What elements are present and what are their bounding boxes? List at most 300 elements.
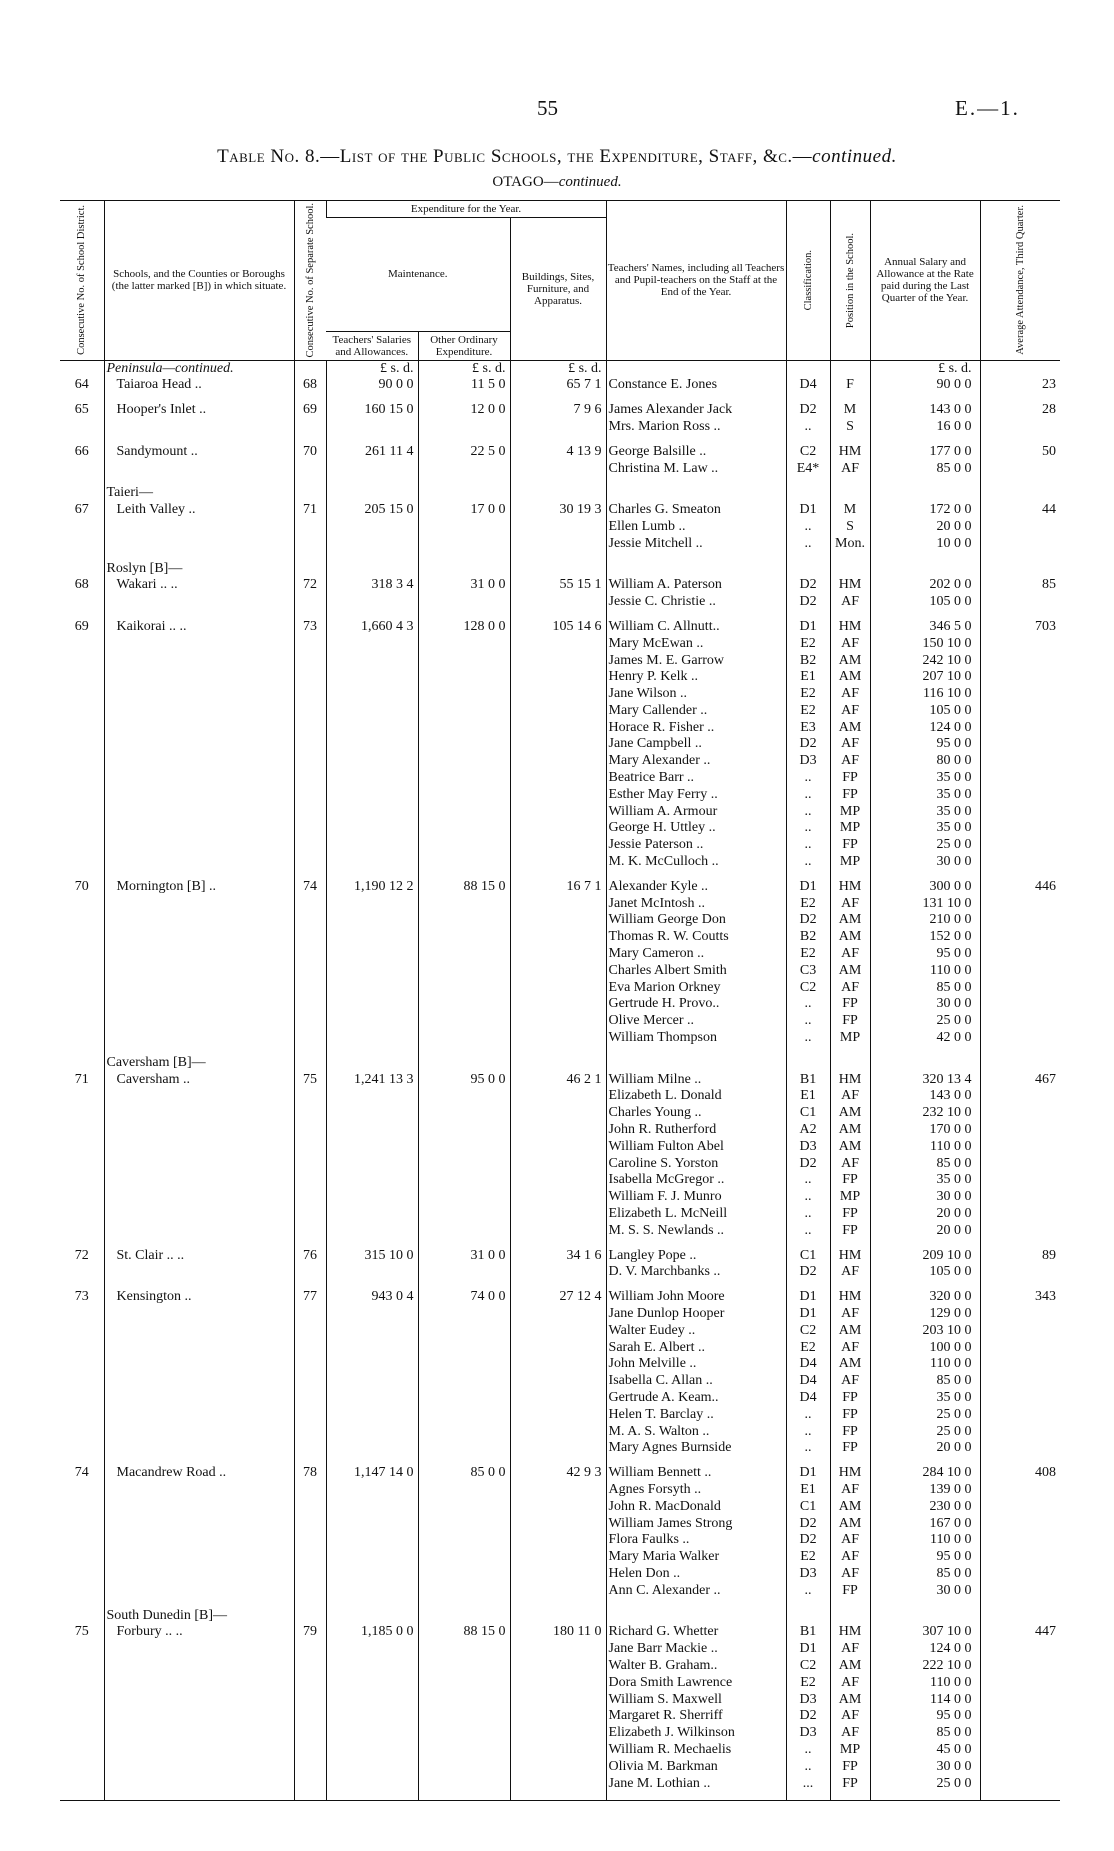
position: M <box>843 502 857 518</box>
header-buildings: Buildings, Sites, Furniture, and Apparatus. <box>510 218 606 361</box>
school-county: Taieri— <box>106 485 153 501</box>
spacer <box>513 485 602 502</box>
salary: 110 0 0 <box>930 1674 972 1690</box>
position: AF <box>841 1725 859 1741</box>
buildings-amount-cell <box>510 402 606 444</box>
header-salary: Annual Salary and Allowance at the Rate paid during the Last Quarter of the Year. <box>870 201 980 361</box>
separate-no-cell <box>294 1248 326 1290</box>
attendance-cell <box>980 1465 1060 1607</box>
separate-no-cell <box>294 879 326 1055</box>
teacher-name: D. V. Marchbanks .. <box>608 1264 721 1280</box>
classification: D1 <box>799 878 817 894</box>
salary: 10 0 0 <box>936 535 972 551</box>
salary-cell <box>870 1289 980 1465</box>
classification: D3 <box>799 1565 817 1581</box>
salary: 100 0 0 <box>929 1339 972 1355</box>
teacher-name: M. A. S. Walton .. <box>608 1423 710 1439</box>
teacher-name-cell <box>606 879 786 1055</box>
buildings-amount: 65 7 1 <box>566 377 602 393</box>
position: AF <box>841 1305 859 1321</box>
position: AF <box>841 1708 859 1724</box>
classification: .. <box>804 803 812 819</box>
header-attendance: Average Attendance, Third Quarter. <box>1014 205 1026 356</box>
separate-no-cell <box>294 1465 326 1607</box>
classification: B2 <box>799 929 817 945</box>
teacher-name: Elizabeth J. Wilkinson <box>608 1725 735 1741</box>
title-prefix: Table No. 8.— <box>217 146 340 167</box>
position: AF <box>841 753 859 769</box>
salaries-amount-cell <box>326 1608 418 1801</box>
classification: .. <box>804 535 812 551</box>
salary: 25 0 0 <box>936 1775 972 1791</box>
salaries-amount: 1,147 14 0 <box>354 1465 414 1481</box>
spacer <box>789 485 828 502</box>
attendance: 23 <box>1042 377 1057 393</box>
spacer <box>789 561 828 578</box>
attendance-cell <box>980 879 1060 1055</box>
classification: .. <box>804 786 812 802</box>
position: MP <box>839 1741 861 1757</box>
other-expenditure: 22 5 0 <box>470 443 506 459</box>
classification: E2 <box>800 946 816 962</box>
other-expenditure: 85 0 0 <box>470 1465 506 1481</box>
classification: D2 <box>799 402 817 418</box>
teacher-name: John R. MacDonald <box>608 1498 721 1514</box>
district-no: 69 <box>74 618 89 634</box>
position: AF <box>841 1565 859 1581</box>
salary: 150 10 0 <box>922 635 972 651</box>
classification: E1 <box>800 669 816 685</box>
position: FP <box>842 1389 858 1405</box>
teacher-name: Isabella McGregor .. <box>608 1172 725 1188</box>
salaries-amount: 318 3 4 <box>371 577 414 593</box>
teacher-name: William S. Maxwell <box>608 1691 722 1707</box>
teacher-name: Henry P. Kelk .. <box>608 669 698 685</box>
subtitle-region: OTAGO— <box>492 174 559 190</box>
table-header <box>60 201 1060 361</box>
classification: B1 <box>799 1624 817 1640</box>
classification: D3 <box>799 753 817 769</box>
district-no: 65 <box>74 402 89 418</box>
attendance: 28 <box>1042 402 1057 418</box>
spacer <box>62 1055 102 1072</box>
district-no-cell <box>60 444 104 486</box>
classification: ... <box>802 1775 814 1791</box>
teacher-name: George Balsille .. <box>608 443 707 459</box>
school-county: South Dunedin [B]— <box>106 1607 228 1623</box>
buildings-amount-cell <box>510 619 606 879</box>
position-cell <box>830 444 870 486</box>
classification: .. <box>804 1172 812 1188</box>
position: AM <box>838 1657 862 1673</box>
classification: .. <box>804 1206 812 1221</box>
teacher-name: Eva Marion Orkney <box>608 979 721 995</box>
teacher-name: Jane Barr Mackie .. <box>608 1641 718 1657</box>
spacer <box>62 1608 102 1625</box>
salary: 209 10 0 <box>922 1247 972 1263</box>
salary: 320 0 0 <box>929 1289 972 1305</box>
salary: 20 0 0 <box>936 1440 972 1456</box>
district-no-cell <box>60 619 104 879</box>
teacher-name: Christina M. Law .. <box>608 460 719 476</box>
table-body <box>60 360 1060 1801</box>
teacher-name: William A. Armour <box>608 803 718 819</box>
separate-no-cell <box>294 402 326 444</box>
spacer <box>983 561 1057 578</box>
attendance: 343 <box>1035 1289 1057 1305</box>
buildings-amount-cell <box>510 879 606 1055</box>
salaries-amount: 160 15 0 <box>364 402 414 418</box>
salary: 210 0 0 <box>929 912 972 928</box>
salary: 139 0 0 <box>929 1481 972 1497</box>
classification: D1 <box>799 618 817 634</box>
teacher-name-cell <box>606 485 786 560</box>
teacher-name: Mary Cameron .. <box>608 946 705 962</box>
other-expenditure-cell <box>418 1289 510 1465</box>
salary: 30 0 0 <box>936 1189 972 1205</box>
page-reference: E.—1. <box>955 96 1020 120</box>
buildings-amount: 42 9 3 <box>566 1465 602 1481</box>
teacher-name: William George Don <box>608 912 726 928</box>
classification: D1 <box>799 1641 817 1657</box>
classification: C3 <box>799 962 817 978</box>
buildings-amount-cell <box>510 377 606 402</box>
classification: .. <box>804 1406 812 1422</box>
units-other: £ s. d. <box>418 360 510 377</box>
teacher-name-cell <box>606 402 786 444</box>
salaries-amount: 90 0 0 <box>378 377 414 393</box>
classification: .. <box>804 1030 812 1046</box>
salary: 172 0 0 <box>929 502 972 518</box>
salary: 35 0 0 <box>936 770 972 786</box>
spacer <box>329 561 414 578</box>
teacher-name: Constance E. Jones <box>608 377 718 393</box>
schools-table <box>60 200 1060 1801</box>
classification: B2 <box>799 652 817 668</box>
spacer <box>329 485 414 502</box>
position-cell <box>830 561 870 619</box>
position-cell <box>830 402 870 444</box>
other-expenditure: 11 5 0 <box>471 377 506 393</box>
attendance: 447 <box>1035 1624 1057 1640</box>
teacher-name: Agnes Forsyth .. <box>608 1481 702 1497</box>
teacher-name: Olivia M. Barkman <box>608 1758 718 1774</box>
salary: 232 10 0 <box>922 1105 972 1121</box>
salary: 20 0 0 <box>936 1222 972 1238</box>
salaries-amount: 1,660 4 3 <box>361 618 414 634</box>
other-expenditure-cell <box>418 879 510 1055</box>
separate-no: 68 <box>303 377 317 393</box>
header-maintenance: Maintenance. <box>326 218 510 332</box>
salary: 95 0 0 <box>936 946 972 962</box>
attendance-cell <box>980 444 1060 486</box>
buildings-amount: 180 11 0 <box>553 1624 602 1640</box>
position: AM <box>838 1691 862 1707</box>
school-name: Leith Valley .. <box>116 502 196 518</box>
classification-cell <box>786 1055 830 1248</box>
teacher-name: Jane M. Lothian .. <box>608 1775 711 1791</box>
position: AM <box>838 1105 862 1121</box>
separate-no-cell <box>294 619 326 879</box>
salary: 105 0 0 <box>929 1264 972 1280</box>
position: Mon. <box>835 535 865 551</box>
buildings-amount: 16 7 1 <box>566 878 602 894</box>
spacer <box>833 561 868 578</box>
other-expenditure: 88 15 0 <box>463 1624 506 1640</box>
position: HM <box>838 443 862 459</box>
teacher-name-cell <box>606 377 786 402</box>
teacher-name: William James Strong <box>608 1515 733 1531</box>
position: HM <box>838 1289 862 1305</box>
spacer <box>983 485 1057 502</box>
separate-no: 79 <box>303 1624 317 1640</box>
spacer <box>833 1608 868 1625</box>
header-separate-no: Consecutive No. of Separate School. <box>304 203 316 358</box>
teacher-name-cell <box>606 561 786 619</box>
salary: 85 0 0 <box>936 1565 972 1581</box>
teacher-name: Walter B. Graham.. <box>608 1657 718 1673</box>
salary-cell <box>870 1055 980 1248</box>
salary: 307 10 0 <box>922 1624 972 1640</box>
units-salary: £ s. d. <box>870 360 980 377</box>
position: AF <box>841 1339 859 1355</box>
separate-no: 77 <box>303 1289 317 1305</box>
salary-cell <box>870 619 980 879</box>
salary: 129 0 0 <box>929 1305 972 1321</box>
teacher-name: Gertrude H. Provo.. <box>608 996 720 1012</box>
salaries-amount: 943 0 4 <box>371 1289 414 1305</box>
position: FP <box>842 1172 858 1188</box>
position: F <box>846 377 854 393</box>
school-cell <box>104 444 294 486</box>
separate-no-cell <box>294 377 326 402</box>
teacher-name: William C. Allnutt.. <box>608 618 720 634</box>
spacer <box>297 485 324 502</box>
school-name: Kaikorai .. .. <box>116 618 187 634</box>
position: AM <box>838 1515 862 1531</box>
classification: C1 <box>799 1498 817 1514</box>
salary: 170 0 0 <box>929 1122 972 1138</box>
classification: E2 <box>800 895 816 911</box>
separate-no-cell <box>294 1608 326 1801</box>
buildings-amount-cell <box>510 1055 606 1248</box>
salary: 105 0 0 <box>929 594 972 610</box>
attendance-cell <box>980 377 1060 402</box>
attendance-cell <box>980 1289 1060 1465</box>
position: AF <box>841 1674 859 1690</box>
position: AF <box>841 1155 859 1171</box>
school-name: Wakari .. .. <box>116 577 178 593</box>
school-cell <box>104 879 294 1055</box>
district-no: 71 <box>74 1071 89 1087</box>
teacher-name: James M. E. Garrow <box>608 652 725 668</box>
classification: .. <box>804 820 812 836</box>
school-name: Kensington .. <box>116 1289 192 1305</box>
salary: 30 0 0 <box>936 996 972 1012</box>
position-cell <box>830 485 870 560</box>
classification: C1 <box>799 1105 817 1121</box>
salary-cell <box>870 377 980 402</box>
header-schools: Schools, and the Counties or Boroughs (the latter marked [B]) in which situate. <box>104 201 294 361</box>
salary: 95 0 0 <box>936 1549 972 1565</box>
spacer <box>297 1608 324 1625</box>
other-expenditure: 31 0 0 <box>470 577 506 593</box>
salary: 177 0 0 <box>929 443 972 459</box>
buildings-amount: 55 15 1 <box>559 577 602 593</box>
position: AF <box>841 1088 859 1104</box>
attendance-cell <box>980 485 1060 560</box>
classification: D3 <box>799 1691 817 1707</box>
attendance: 89 <box>1042 1247 1057 1263</box>
separate-no: 69 <box>303 402 317 418</box>
classification: E3 <box>800 719 816 735</box>
teacher-name: M. K. McCulloch .. <box>608 854 719 870</box>
school-row <box>60 619 1060 879</box>
district-no: 75 <box>74 1624 89 1640</box>
other-expenditure-cell <box>418 619 510 879</box>
teacher-name: Mary Maria Walker <box>608 1549 720 1565</box>
buildings-amount: 105 14 6 <box>552 618 602 634</box>
position: FP <box>842 786 858 802</box>
classification: .. <box>804 1741 812 1757</box>
teacher-name: George H. Uttley .. <box>608 820 716 836</box>
position: AF <box>841 635 859 651</box>
teacher-name: John Melville .. <box>608 1356 697 1372</box>
salaries-amount: 261 11 4 <box>365 443 414 459</box>
spacer <box>421 1608 506 1625</box>
position: FP <box>842 1582 858 1598</box>
school-cell <box>104 402 294 444</box>
salary: 320 13 4 <box>922 1071 972 1087</box>
separate-no-cell <box>294 485 326 560</box>
classification-cell <box>786 561 830 619</box>
header-other: Other Ordinary Expenditure. <box>418 331 510 360</box>
salary: 110 0 0 <box>930 1356 972 1372</box>
position: HM <box>838 1624 862 1640</box>
classification: .. <box>804 418 812 434</box>
other-expenditure-cell <box>418 1055 510 1248</box>
classification: D2 <box>799 1532 817 1548</box>
school-cell <box>104 619 294 879</box>
position: FP <box>842 1775 858 1791</box>
school-row <box>60 561 1060 619</box>
position: AF <box>841 895 859 911</box>
teacher-name: William John Moore <box>608 1289 725 1305</box>
teacher-name-cell <box>606 1465 786 1607</box>
teacher-name: Janet McIntosh .. <box>608 895 705 911</box>
salary: 80 0 0 <box>936 753 972 769</box>
salary: 346 5 0 <box>929 618 972 634</box>
position: AM <box>838 1322 862 1338</box>
separate-no: 75 <box>303 1071 317 1087</box>
school-row <box>60 1289 1060 1465</box>
classification: E2 <box>800 1549 816 1565</box>
school-name: Forbury .. .. <box>116 1624 183 1640</box>
salaries-amount-cell <box>326 402 418 444</box>
classification: C2 <box>799 979 817 995</box>
classification: .. <box>804 1440 812 1456</box>
school-row <box>60 1055 1060 1248</box>
position: AF <box>841 460 859 476</box>
teacher-name: Ellen Lumb .. <box>608 518 686 534</box>
other-expenditure: 74 0 0 <box>470 1289 506 1305</box>
school-cell <box>104 1248 294 1290</box>
spacer <box>513 1055 602 1072</box>
teacher-name: William F. J. Munro <box>608 1189 722 1205</box>
spacer <box>609 1608 784 1625</box>
classification-cell <box>786 1465 830 1607</box>
salaries-amount: 315 10 0 <box>364 1247 414 1263</box>
classification: D2 <box>799 594 817 610</box>
salaries-amount-cell <box>326 561 418 619</box>
buildings-amount-cell <box>510 561 606 619</box>
classification-cell <box>786 619 830 879</box>
position: AM <box>838 669 862 685</box>
header-expenditure: Expenditure for the Year. <box>326 201 606 218</box>
district-no-cell <box>60 485 104 560</box>
header-salaries: Teachers' Salaries and Allowances. <box>326 331 418 360</box>
salaries-amount-cell <box>326 879 418 1055</box>
teacher-name: Mary McEwan .. <box>608 635 704 651</box>
salary: 90 0 0 <box>936 377 972 393</box>
classification: .. <box>804 770 812 786</box>
salary: 207 10 0 <box>922 669 972 685</box>
classification-cell <box>786 444 830 486</box>
buildings-amount: 27 12 4 <box>559 1289 602 1305</box>
salary: 114 0 0 <box>930 1691 972 1707</box>
other-expenditure: 17 0 0 <box>470 502 506 518</box>
school-row <box>60 485 1060 560</box>
salaries-amount-cell <box>326 1248 418 1290</box>
classification: C1 <box>799 1247 817 1263</box>
spacer <box>873 1608 972 1625</box>
spacer <box>62 485 102 502</box>
classification: D3 <box>799 1138 817 1154</box>
classification: D4 <box>799 1389 817 1405</box>
salaries-amount-cell <box>326 1465 418 1607</box>
buildings-amount-cell <box>510 1248 606 1290</box>
salary: 30 0 0 <box>936 1582 972 1598</box>
salaries-amount-cell <box>326 619 418 879</box>
teacher-name: Langley Pope .. <box>608 1247 697 1263</box>
classification: D2 <box>799 1515 817 1531</box>
table-subtitle <box>0 174 1114 191</box>
spacer <box>833 485 868 502</box>
attendance: 408 <box>1035 1465 1057 1481</box>
salary-cell <box>870 561 980 619</box>
units-buildings: £ s. d. <box>510 360 606 377</box>
salaries-amount: 1,190 12 2 <box>354 878 414 894</box>
district-no: 74 <box>74 1465 89 1481</box>
buildings-amount-cell <box>510 485 606 560</box>
salary: 152 0 0 <box>929 929 972 945</box>
salary: 95 0 0 <box>936 736 972 752</box>
salary-cell <box>870 1248 980 1290</box>
position: AM <box>838 652 862 668</box>
position: AF <box>841 979 859 995</box>
district-no: 72 <box>74 1247 89 1263</box>
salary-cell <box>870 1465 980 1607</box>
header-position: Position in the School. <box>844 232 856 328</box>
teacher-name-cell <box>606 1248 786 1290</box>
position: MP <box>839 854 861 870</box>
position: AF <box>841 1532 859 1548</box>
salary: 20 0 0 <box>936 1206 972 1221</box>
salary: 110 0 0 <box>930 1138 972 1154</box>
salary: 35 0 0 <box>936 1389 972 1405</box>
other-expenditure: 12 0 0 <box>470 402 506 418</box>
classification: .. <box>804 1189 812 1205</box>
